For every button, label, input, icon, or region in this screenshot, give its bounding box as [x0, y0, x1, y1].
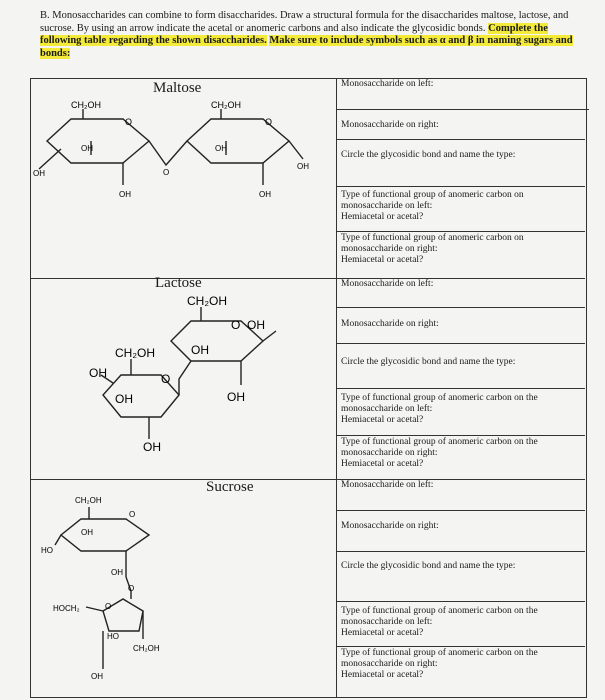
sucrose-glucose-ho: HO [41, 546, 53, 555]
maltose-left-ch2oh: CH₂OH [71, 100, 101, 110]
maltose-left-oh-3: OH [33, 169, 45, 178]
maltose-left-oh-4: OH [81, 144, 93, 153]
lactose-title: Lactose [155, 275, 202, 291]
maltose-right-ch2oh: CH₂OH [211, 100, 241, 110]
lactose-left-oh-2: OH [143, 440, 161, 454]
lactose-right-oh-2: OH [227, 390, 245, 404]
maltose-glycosidic: Circle the glycosidic bond and name the type: [337, 141, 585, 187]
lactose-mono-right: Monosaccharide on right: [337, 309, 585, 344]
lactose-func-left: Type of functional group of anomeric carbon on the monosaccharide on left: Hemiacetal or acetal? [337, 390, 585, 436]
lactose-mono-left: Monosaccharide on left: [337, 278, 585, 308]
sucrose-fructose-hoch2: HOCH₂ [53, 604, 80, 613]
lactose-left-ch2oh: CH₂OH [115, 346, 155, 360]
sucrose-glucose-oh-4: OH [81, 528, 93, 537]
maltose-right-ring-o: O [265, 117, 273, 127]
maltose-bridge-o: O [163, 168, 170, 177]
sucrose-bridge-o: O [128, 584, 135, 593]
sucrose-fructose-ch2oh: CH₂OH [133, 644, 160, 653]
sucrose-mono-right: Monosaccharide on right: [337, 512, 585, 552]
lactose-glycosidic: Circle the glycosidic bond and name the type: [337, 345, 585, 389]
maltose-mono-right: Monosaccharide on right: [337, 110, 585, 140]
sucrose-glucose-oh-2: OH [111, 568, 123, 577]
maltose-func-left: Type of functional group of anomeric carbon on monosaccharide on left: Hemiacetal or acetal? [337, 188, 585, 232]
lactose-left-ring-o: O [161, 372, 171, 386]
sucrose-glucose-ch2oh: CH₂OH [75, 496, 102, 505]
disaccharide-table [30, 78, 587, 698]
sucrose-fructose-ho: HO [107, 632, 119, 641]
lactose-func-right: Type of functional group of anomeric carbon on the monosaccharide on right: Hemiacetal or acetal? [341, 437, 538, 469]
structures-drawing [31, 79, 336, 697]
maltose-title: Maltose [153, 80, 202, 96]
maltose-left-ring [39, 109, 149, 185]
sucrose-glucose-ring-o: O [129, 510, 136, 519]
maltose-right-oh-1: OH [297, 162, 309, 171]
instructions-highlight-1: Complete the following table regarding the shown disaccharides. [40, 22, 548, 46]
lactose-right-oh-3: OH [191, 343, 209, 357]
instructions [40, 10, 585, 60]
lactose-left-oh-4: OH [89, 366, 107, 380]
maltose-func-right: Type of functional group of anomeric carbon on monosaccharide on right: Hemiacetal or acetal? [341, 233, 524, 265]
sucrose-func-left: Type of functional group of anomeric carbon on the monosaccharide on left: Hemiacetal or acetal? [337, 603, 585, 647]
sucrose-mono-left: Monosaccharide on left: [337, 479, 585, 511]
lactose-right-oh-1: OH [247, 318, 265, 332]
question-label: B. [40, 10, 50, 21]
sucrose-fructose-ring-o: O [105, 602, 112, 611]
sucrose-glycosidic: Circle the glycosidic bond and name the type: [337, 553, 585, 602]
lactose-right-ring-o: O [231, 318, 241, 332]
maltose-left-oh-2: OH [119, 190, 131, 199]
sucrose-title: Sucrose [206, 479, 254, 495]
maltose-right-oh-3: OH [215, 144, 227, 153]
sucrose-func-right: Type of functional group of anomeric carbon on the monosaccharide on right: Hemiacetal or acetal? [341, 648, 538, 680]
lactose-left-oh-3: OH [115, 392, 133, 406]
maltose-mono-left: Monosaccharide on left: [337, 79, 589, 110]
maltose-right-oh-2: OH [259, 190, 271, 199]
sucrose-fructose-oh: OH [91, 672, 103, 681]
maltose-left-ring-o: O [125, 117, 133, 127]
sucrose-glucose-ring [55, 507, 149, 599]
lactose-right-ch2oh: CH₂OH [187, 294, 227, 308]
instructions-highlight-2: Make sure to include symbols such as α and β in naming sugars and bonds: [40, 35, 573, 59]
instructions-text: Monosaccharides can combine to form disaccharides. Draw a structural formula for the disaccharides maltose, lactose, and sucrose. By using an arrow indicate the acetal or anomeric carbons and also indicate the glycosidic bonds. [40, 10, 569, 34]
